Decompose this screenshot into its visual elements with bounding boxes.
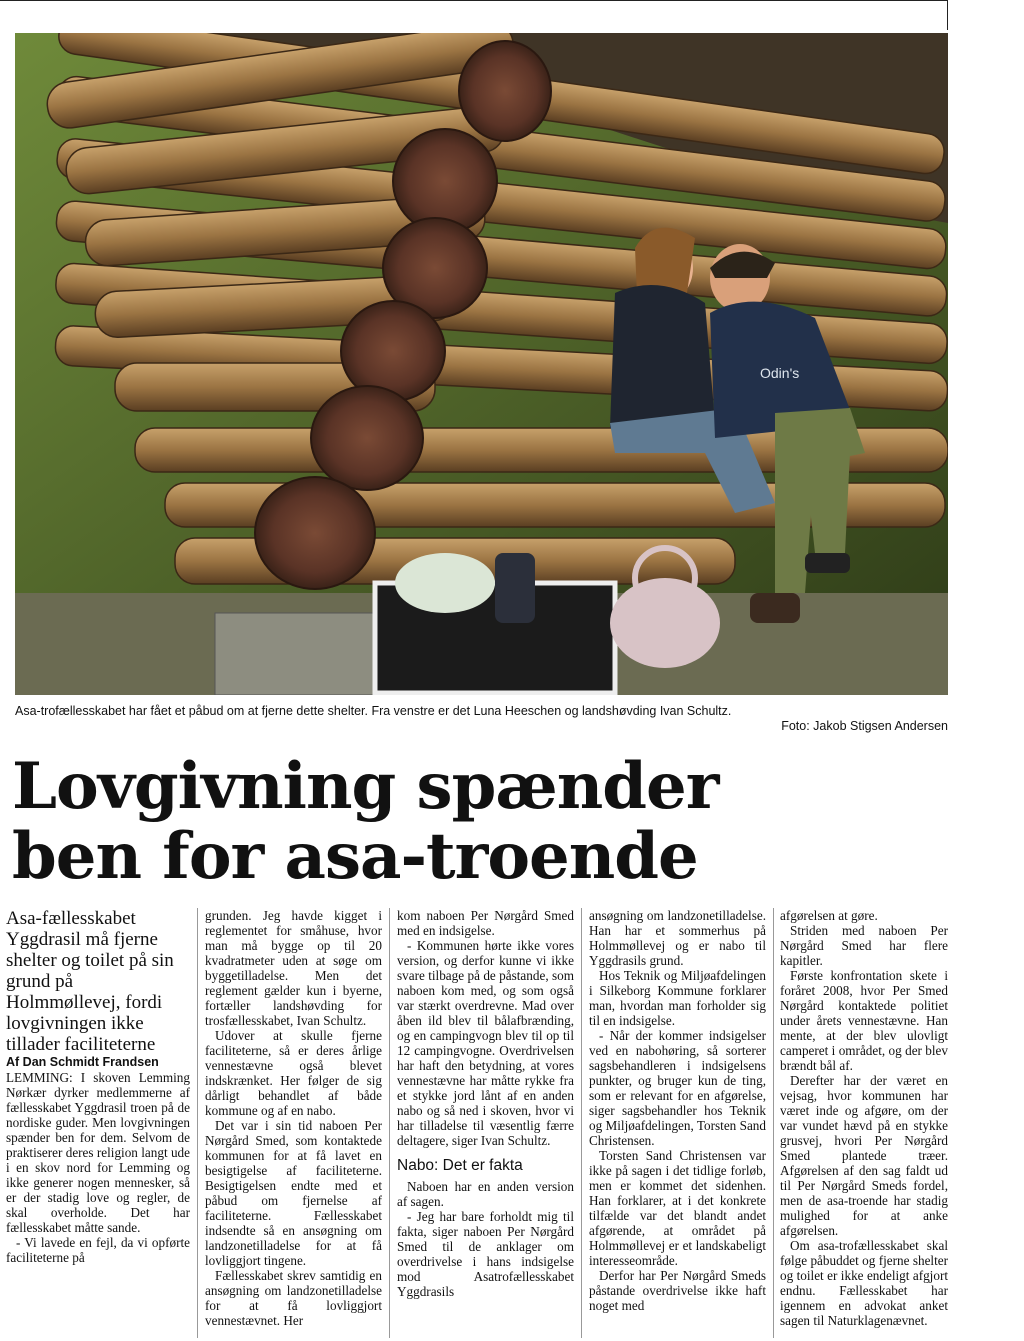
headline-line-2: ben for asa-troende [12, 819, 698, 894]
body-paragraph: Derfor har Per Nørgård Smeds påstande overdrivelse ikke haft noget med [589, 1268, 766, 1313]
body-paragraph: ansøgning om landzonetilladelse. Han har et sommerhus på Holmmøllevej og er nabo til Yggdrasils grund. [589, 908, 766, 968]
body-paragraph: - Når der kommer indsigelser ved en nabohøring, så sorterer sagsbehandleren i indsigelsens punkter, og bruger kun de ting, som er relevant for en afgørelse, siger sagsbehandler hos Teknik og Miljøafdelingen, Torsten Sand Christensen. [589, 1028, 766, 1148]
body-paragraph: Naboen har en anden version af sagen. [397, 1179, 574, 1209]
byline: Af Dan Schmidt Frandsen [6, 1055, 159, 1069]
column-divider [773, 908, 774, 1338]
body-paragraph: - Vi lavede en fejl, da vi opførte faciliteterne på [6, 1235, 190, 1265]
body-paragraph: - Kommunen hørte ikke vores version, og derfor kunne vi ikke svare tilbage på de påstande, som naboen kom med, og som også var stærkt overdrevne. Mad over åben ild blev til bålafbrænding, og en campingvogn blev til op til 12 campingvogne. Overdrivelsen har haft den betydning, at vores vennestævne har måtte rykke fra et stykke jord lånt af en anden nabo og så ned i skoven, hvor vi har tilladelse til væsentlig færre deltagere, siger Ivan Schultz. [397, 938, 574, 1148]
body-paragraph: kom naboen Per Nørgård Smed med en indsigelse. [397, 908, 574, 938]
photo-credit: Foto: Jakob Stigsen Andersen [781, 719, 948, 733]
body-paragraph: Første konfrontation skete i foråret 2008, hvor Per Smed Nørgård kontaktede politiet under årets vennestævne. Han mente, at der blev ulovligt camperet i området, og der blev brændt bål af. [780, 968, 948, 1073]
photo-caption: Asa-trofællesskabet har fået et påbud om at fjerne dette shelter. Fra venstre er det Luna Heeschen og landshøvding Ivan Schultz. [15, 704, 732, 718]
column-2 [205, 908, 382, 1328]
column-divider [197, 908, 198, 1338]
article-photo [15, 33, 948, 695]
headline [12, 749, 952, 894]
shelter-photo-illustration [15, 33, 948, 695]
column-3 [397, 908, 574, 1299]
body-paragraph: Om asa-trofællesskabet skal følge påbuddet og fjerne shelter og toilet er ikke endeligt afgjort endnu. Fællesskabet har igennem en advokat anket sagen til Naturklagenævnet. [780, 1238, 948, 1328]
body-paragraph: - Jeg har bare forholdt mig til fakta, siger naboen Per Nørgård Smed til de anklager om overdrivelse i hans indsigelse mod Asatrofællesskabet Yggdrasils [397, 1209, 574, 1299]
body-paragraph: Hos Teknik og Miljøafdelingen i Silkeborg Kommune forklarer man, hvordan man forholder sig til en indsigelse. [589, 968, 766, 1028]
column-5 [780, 908, 948, 1328]
body-paragraph: grunden. Jeg havde kigget i reglementet for småhuse, hvor man må bygge op til 20 kvadratmeter uden at søge om byggetilladelse. Men det reglement gælder kun i byerne, fortæller landshøvding for trosfællesskabet, Ivan Schultz. [205, 908, 382, 1028]
body-paragraph: Fællesskabet skrev samtidig en ansøgning om landzonetilladelse for at få lovliggjort vennestævnet. Her [205, 1268, 382, 1328]
body-paragraph: Det var i sin tid naboen Per Nørgård Smed, som kontaktede kommunen for at få lavet en besigtigelse af faciliteterne. Besigtigelsen endte med et påbud om fjernelse af faciliteterne. Fællesskabet indsendte så en ansøgning om landzonetilladelse for at få lovliggjort tingene. [205, 1118, 382, 1268]
column-divider [389, 908, 390, 1338]
subheading: Nabo: Det er fakta [397, 1157, 523, 1174]
body-paragraph: Udover at skulle fjerne faciliteterne, så er deres årlige vennestævne også blevet indskrænket. Her følger de sig dårligt behandlet af både kommune og af en nabo. [205, 1028, 382, 1118]
column-4 [589, 908, 766, 1313]
right-rule [947, 0, 948, 30]
body-paragraph: Torsten Sand Christensen var ikke på sagen i det tidlige forløb, men er kommet det sidenhen. Han forklarer, at i det konkrete tilfælde var det blandt andet afgørende, at området på Holmmøllevej er et landskabeligt interesseområde. [589, 1148, 766, 1268]
top-rule [0, 0, 948, 1]
shirt-print: Odin's [760, 365, 800, 381]
lead-paragraph: Asa-fællesskabet Yggdrasil må fjerne shelter og toilet på sin grund på Holmmøllevej, fordi lovgivningen ikke tillader faciliteterne [6, 908, 174, 1055]
body-paragraph: Derefter har der været en vejsag, hvor kommunen har været inde og afgøre, om der var vundet hævd på en stykke grusvej, hvori Per Nørgård Smed plantede træer. Afgørelsen af den sag faldt ud til Per Nørgård Smeds fordel, men de asa-troende har stadig mulighed for at anke afgørelsen. [780, 1073, 948, 1238]
body-paragraph: Striden med naboen Per Nørgård Smed har flere kapitler. [780, 923, 948, 968]
headline-line-1: Lovgivning spænder [12, 749, 719, 824]
column-1 [6, 908, 190, 1265]
column-divider [581, 908, 582, 1338]
body-paragraph: afgørelsen at gøre. [780, 908, 878, 923]
body-paragraph: LEMMING: I skoven Lemming Nørkær dyrker medlemmerne af fællesskabet Yggdrasil troen på de nordiske guder. Men lovgivningen spænder ben for dem. Selvom de praktiserer deres religion langt ude i en skov nord for Lemming og ikke generer nogen mennesker, så er der stadig love og regler, de skal overholde. Det har fællesskabet måtte sande. [6, 1070, 190, 1235]
